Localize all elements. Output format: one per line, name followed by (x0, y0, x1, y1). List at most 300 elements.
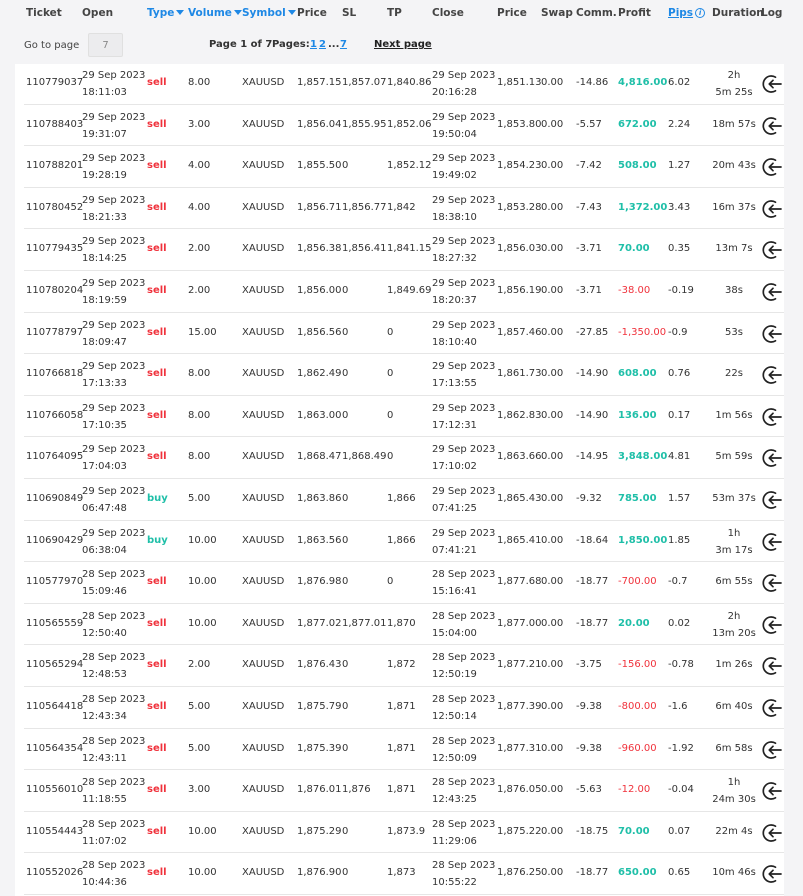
ticket-cell: 110690429 (26, 534, 84, 546)
close-time: 18:38:10 (432, 211, 477, 223)
commission-cell: -18.75 (576, 825, 609, 837)
close-time-cell (432, 275, 495, 309)
open-time-cell (82, 857, 145, 891)
open-date: 28 Sep 2023 (82, 860, 146, 872)
close-date: 29 Sep 2023 (432, 319, 496, 331)
symbol-cell: XAUUSD (242, 867, 285, 879)
swap-cell: 0.00 (541, 617, 564, 629)
log-exit-icon[interactable] (761, 198, 783, 220)
tp-cell: 1,871 (387, 784, 416, 796)
close-date: 29 Sep 2023 (432, 236, 496, 248)
profit-cell: 650.00 (618, 867, 657, 879)
close-time: 15:04:00 (432, 627, 477, 639)
open-time: 11:07:02 (82, 835, 127, 847)
close-time-cell (432, 67, 495, 101)
ticket-cell: 110564418 (26, 701, 84, 712)
open-time-cell (82, 691, 145, 725)
table-row (0, 729, 803, 771)
close-price-cell: 1,853.80 (497, 118, 542, 130)
pips-cell: 0.65 (668, 867, 691, 879)
open-time: 18:21:33 (82, 211, 127, 223)
profit-cell: 1,372.00 (618, 201, 668, 213)
tp-cell: 1,841.15 (387, 243, 432, 255)
sl-cell: 0 (342, 576, 349, 588)
table-row (0, 437, 803, 479)
ticket-cell: 110778797 (26, 326, 84, 338)
table-row (0, 812, 803, 854)
sl-cell: 0 (342, 409, 349, 421)
type-cell: buy (147, 534, 168, 546)
open-time: 18:09:47 (82, 336, 127, 348)
volume-cell: 10.00 (188, 617, 217, 629)
swap-cell: 0.00 (541, 825, 564, 837)
close-date: 29 Sep 2023 (432, 70, 496, 81)
sl-cell: 1,856.41 (342, 243, 387, 255)
close-date: 28 Sep 2023 (432, 735, 496, 747)
ticket-cell: 110780452 (26, 201, 84, 213)
close-price-cell: 1,876.25 (497, 867, 542, 879)
open-time-cell (82, 150, 145, 184)
pips-cell: 4.81 (668, 451, 691, 463)
open-price-cell: 1,876.01 (297, 784, 342, 796)
page-link-2[interactable]: 2 (319, 39, 326, 50)
symbol-cell: XAUUSD (242, 493, 285, 504)
volume-cell: 5.00 (188, 742, 211, 754)
page-info: Page 1 of 7 (209, 39, 273, 50)
sl-cell: 1,856.77 (342, 201, 387, 213)
open-time-cell (82, 441, 145, 475)
sl-cell: 0 (342, 534, 349, 546)
header-type-sort[interactable] (147, 7, 184, 21)
next-page-link[interactable]: Next page (374, 39, 432, 50)
duration-cell (704, 774, 764, 808)
profit-cell: 70.00 (618, 825, 650, 837)
table-row (0, 645, 803, 687)
open-date: 28 Sep 2023 (82, 652, 146, 664)
sl-cell: 0 (342, 368, 349, 380)
duration-minutes: 5m 25s (715, 87, 753, 98)
open-time-cell (82, 774, 145, 808)
pips-cell: 3.43 (668, 201, 691, 213)
close-time-cell (432, 192, 495, 226)
close-date: 29 Sep 2023 (432, 527, 496, 539)
commission-cell: -14.95 (576, 451, 609, 463)
ticket-cell: 110780204 (26, 285, 84, 296)
close-date: 28 Sep 2023 (432, 818, 496, 830)
open-time: 17:04:03 (82, 461, 127, 473)
goto-page-input[interactable] (88, 33, 123, 57)
open-date: 28 Sep 2023 (82, 818, 146, 830)
open-time-cell (82, 275, 145, 309)
pagination-bar (0, 32, 803, 58)
symbol-cell: XAUUSD (242, 77, 285, 88)
symbol-cell: XAUUSD (242, 285, 285, 296)
close-time: 07:41:25 (432, 503, 477, 514)
symbol-cell: XAUUSD (242, 534, 285, 546)
close-time: 18:27:32 (432, 253, 477, 265)
open-date: 29 Sep 2023 (82, 111, 146, 123)
table-row (0, 479, 803, 521)
log-exit-icon[interactable] (761, 739, 783, 761)
duration-hours: 2h (727, 70, 741, 81)
table-row (0, 687, 803, 729)
duration-minutes: 13m 20s (712, 627, 756, 639)
open-time: 11:18:55 (82, 794, 127, 806)
symbol-cell: XAUUSD (242, 701, 285, 712)
page-ellipsis: ... (328, 39, 340, 50)
ticket-cell: 110788403 (26, 118, 84, 130)
duration-cell: 5m 59s (715, 451, 753, 463)
symbol-cell: XAUUSD (242, 368, 285, 380)
open-time: 19:31:07 (82, 128, 127, 140)
type-cell: sell (147, 825, 167, 837)
swap-cell: 0.00 (541, 576, 564, 588)
profit-cell: 136.00 (618, 409, 657, 421)
close-price-cell: 1,876.05 (497, 784, 542, 796)
open-time: 15:09:46 (82, 586, 127, 598)
goto-page-label: Go to page (24, 40, 80, 51)
open-date: 29 Sep 2023 (82, 486, 146, 497)
pips-cell: -1.92 (668, 742, 694, 754)
type-cell: sell (147, 742, 167, 754)
close-price-cell: 1,875.22 (497, 825, 542, 837)
type-cell: sell (147, 701, 167, 712)
duration-minutes: 3m 17s (715, 544, 753, 556)
close-date: 29 Sep 2023 (432, 278, 496, 289)
open-time: 17:10:35 (82, 419, 127, 431)
log-exit-icon[interactable] (761, 115, 783, 137)
close-time-cell (432, 109, 495, 143)
duration-cell: 38s (725, 285, 743, 296)
ticket-cell: 110788201 (26, 160, 84, 172)
swap-cell: 0.00 (541, 409, 564, 421)
swap-cell: 0.00 (541, 160, 564, 172)
profit-cell: 70.00 (618, 243, 650, 255)
sl-cell: 1,855.95 (342, 118, 387, 130)
close-time: 17:13:55 (432, 378, 477, 390)
commission-cell: -3.71 (576, 285, 602, 296)
log-exit-icon[interactable] (761, 364, 783, 386)
type-cell: sell (147, 160, 167, 172)
profit-cell: 608.00 (618, 368, 657, 380)
duration-hours: 2h (727, 610, 741, 622)
open-price-cell: 1,876.43 (297, 659, 342, 671)
log-exit-icon[interactable] (761, 489, 783, 511)
header-commission: Comm. (576, 7, 617, 19)
profit-cell: 4,816.00 (618, 77, 668, 88)
sl-cell: 1,857.07 (342, 77, 387, 88)
duration-cell: 16m 37s (712, 201, 756, 213)
open-price-cell: 1,875.39 (297, 742, 342, 754)
close-price-cell: 1,877.68 (497, 576, 542, 588)
open-time: 10:44:36 (82, 877, 127, 889)
page-link-7[interactable]: 7 (340, 39, 347, 50)
log-exit-icon[interactable] (761, 73, 783, 95)
commission-cell: -5.57 (576, 118, 602, 130)
log-exit-icon[interactable] (761, 447, 783, 469)
tp-cell: 0 (387, 451, 394, 463)
log-exit-icon[interactable] (761, 406, 783, 428)
pips-cell: -0.19 (668, 285, 694, 296)
duration-hours: 1h (727, 527, 741, 539)
open-date: 29 Sep 2023 (82, 361, 146, 373)
close-time: 12:50:09 (432, 752, 477, 764)
ticket-cell: 110577970 (26, 576, 84, 588)
close-price-cell: 1,861.73 (497, 368, 542, 380)
commission-cell: -18.64 (576, 534, 609, 546)
tp-cell: 1,852.06 (387, 118, 432, 130)
volume-cell: 2.00 (188, 285, 211, 296)
open-time-cell (82, 400, 145, 434)
duration-cell: 53s (725, 326, 743, 338)
close-time: 18:10:40 (432, 336, 477, 348)
info-icon[interactable]: i (695, 8, 705, 18)
tp-cell: 1,873 (387, 867, 416, 879)
pips-cell: 1.85 (668, 534, 691, 546)
swap-cell: 0.00 (541, 534, 564, 546)
type-cell: sell (147, 576, 167, 588)
duration-minutes: 24m 30s (712, 794, 756, 806)
volume-cell: 5.00 (188, 493, 211, 504)
type-cell: sell (147, 867, 167, 879)
header-tp: TP (387, 7, 402, 19)
pips-cell: 6.02 (668, 77, 691, 88)
volume-cell: 2.00 (188, 659, 211, 671)
header-open-price: Price (297, 7, 327, 19)
open-time: 18:11:03 (82, 87, 127, 98)
open-time-cell (82, 816, 145, 850)
table-row (0, 354, 803, 396)
duration-hours: 1h (727, 777, 741, 789)
duration-cell: 6m 40s (715, 701, 753, 712)
open-date: 29 Sep 2023 (82, 70, 146, 81)
log-exit-icon[interactable] (761, 614, 783, 636)
open-price-cell: 1,863.86 (297, 493, 342, 504)
symbol-cell: XAUUSD (242, 160, 285, 172)
close-price-cell: 1,856.03 (497, 243, 542, 255)
log-exit-icon[interactable] (761, 655, 783, 677)
symbol-cell: XAUUSD (242, 451, 285, 463)
tp-cell: 1,842 (387, 201, 416, 213)
close-price-cell: 1,865.43 (497, 493, 542, 504)
open-price-cell: 1,863.00 (297, 409, 342, 421)
header-volume-label: Volume (188, 7, 232, 19)
table-row (0, 105, 803, 147)
open-time-cell (82, 733, 145, 767)
duration-cell: 1m 56s (715, 409, 753, 421)
header-pips-label: Pips (668, 7, 694, 19)
ticket-cell: 110552026 (26, 867, 84, 879)
close-date: 28 Sep 2023 (432, 777, 496, 789)
page-link-1[interactable]: 1 (310, 39, 317, 50)
volume-cell: 3.00 (188, 784, 211, 796)
sl-cell: 1,877.01 (342, 617, 387, 629)
duration-cell: 13m 7s (715, 243, 753, 255)
tp-cell: 0 (387, 326, 394, 338)
open-price-cell: 1,868.47 (297, 451, 342, 463)
header-pips-link[interactable] (668, 7, 705, 21)
open-time-cell (82, 608, 145, 642)
header-close-price: Price (497, 7, 527, 19)
type-cell: sell (147, 118, 167, 130)
close-price-cell: 1,862.83 (497, 409, 542, 421)
close-time-cell (432, 400, 495, 434)
profit-cell: 1,850.00 (618, 534, 668, 546)
close-price-cell: 1,854.23 (497, 160, 542, 172)
tp-cell: 1,873.9 (387, 825, 426, 837)
ticket-cell: 110766818 (26, 368, 84, 380)
close-date: 29 Sep 2023 (432, 153, 496, 165)
close-time-cell (432, 233, 495, 267)
volume-cell: 10.00 (188, 867, 217, 879)
open-price-cell: 1,856.00 (297, 285, 342, 296)
open-price-cell: 1,877.02 (297, 617, 342, 629)
profit-cell: -156.00 (618, 659, 657, 671)
duration-cell: 22s (725, 368, 743, 380)
open-date: 29 Sep 2023 (82, 527, 146, 539)
sort-down-icon (288, 10, 296, 15)
close-price-cell: 1,851.13 (497, 77, 542, 88)
open-time-cell (82, 483, 145, 517)
swap-cell: 0.00 (541, 659, 564, 671)
log-exit-icon[interactable] (761, 531, 783, 553)
close-time: 12:50:19 (432, 669, 477, 681)
pips-cell: 0.02 (668, 617, 691, 629)
sort-down-icon (234, 10, 242, 15)
log-exit-icon[interactable] (761, 863, 783, 885)
tp-cell: 1,872 (387, 659, 416, 671)
log-exit-icon[interactable] (761, 822, 783, 844)
close-time: 17:10:02 (432, 461, 477, 473)
tp-cell: 1,852.12 (387, 160, 432, 172)
close-price-cell: 1,877.31 (497, 742, 542, 754)
table-row (0, 770, 803, 812)
close-time: 07:41:21 (432, 544, 477, 556)
header-type-label: Type (147, 7, 175, 19)
duration-cell (704, 67, 764, 101)
open-date: 28 Sep 2023 (82, 735, 146, 747)
volume-cell: 4.00 (188, 160, 211, 172)
close-time: 18:20:37 (432, 295, 477, 306)
sl-cell: 0 (342, 825, 349, 837)
log-exit-icon[interactable] (761, 780, 783, 802)
volume-cell: 4.00 (188, 201, 211, 213)
swap-cell: 0.00 (541, 742, 564, 754)
ticket-cell: 110564354 (26, 742, 84, 754)
swap-cell: 0.00 (541, 368, 564, 380)
ticket-cell: 110690849 (26, 493, 84, 504)
volume-cell: 10.00 (188, 576, 217, 588)
open-time: 12:43:34 (82, 711, 127, 722)
swap-cell: 0.00 (541, 243, 564, 255)
log-exit-icon[interactable] (761, 697, 783, 719)
open-date: 29 Sep 2023 (82, 402, 146, 414)
profit-cell: 508.00 (618, 160, 657, 172)
open-time: 12:48:53 (82, 669, 127, 681)
log-exit-icon[interactable] (761, 239, 783, 261)
close-time: 10:55:22 (432, 877, 477, 889)
close-date: 29 Sep 2023 (432, 402, 496, 414)
swap-cell: 0.00 (541, 285, 564, 296)
open-time: 18:19:59 (82, 295, 127, 306)
close-time: 19:50:04 (432, 128, 477, 140)
symbol-cell: XAUUSD (242, 326, 285, 338)
open-price-cell: 1,856.04 (297, 118, 342, 130)
duration-cell: 18m 57s (712, 118, 756, 130)
profit-cell: -1,350.00 (618, 326, 667, 338)
open-date: 29 Sep 2023 (82, 319, 146, 331)
open-date: 29 Sep 2023 (82, 236, 146, 248)
open-time-cell (82, 67, 145, 101)
volume-cell: 8.00 (188, 451, 211, 463)
type-cell: sell (147, 326, 167, 338)
swap-cell: 0.00 (541, 201, 564, 213)
commission-cell: -3.75 (576, 659, 602, 671)
pips-cell: -0.04 (668, 784, 694, 796)
commission-cell: -14.90 (576, 368, 609, 380)
volume-cell: 10.00 (188, 534, 217, 546)
commission-cell: -3.71 (576, 243, 602, 255)
open-time-cell (82, 109, 145, 143)
open-price-cell: 1,862.49 (297, 368, 342, 380)
type-cell: sell (147, 409, 167, 421)
ticket-cell: 110565294 (26, 659, 84, 671)
sort-down-icon (176, 10, 184, 15)
close-price-cell: 1,857.46 (497, 326, 542, 338)
header-close: Close (432, 7, 464, 19)
header-volume-sort[interactable] (188, 7, 242, 21)
sl-cell: 0 (342, 285, 349, 296)
open-price-cell: 1,863.56 (297, 534, 342, 546)
profit-cell: -800.00 (618, 701, 657, 712)
pips-cell: 2.24 (668, 118, 691, 130)
volume-cell: 3.00 (188, 118, 211, 130)
profit-cell: -12.00 (618, 784, 651, 796)
open-time: 06:47:48 (82, 503, 127, 514)
close-time-cell (432, 857, 495, 891)
symbol-cell: XAUUSD (242, 825, 285, 837)
open-time: 06:38:04 (82, 544, 127, 556)
close-time: 12:50:14 (432, 711, 477, 722)
open-date: 28 Sep 2023 (82, 777, 146, 789)
close-time: 12:43:25 (432, 794, 477, 806)
log-exit-icon[interactable] (761, 572, 783, 594)
commission-cell: -27.85 (576, 326, 609, 338)
sl-cell: 0 (342, 867, 349, 879)
swap-cell: 0.00 (541, 451, 564, 463)
duration-cell: 20m 43s (712, 160, 756, 172)
log-exit-icon[interactable] (761, 323, 783, 345)
open-time-cell (82, 233, 145, 267)
tp-cell: 1,866 (387, 534, 416, 546)
close-time-cell (432, 525, 495, 559)
swap-cell: 0.00 (541, 326, 564, 338)
pips-cell: 0.35 (668, 243, 691, 255)
header-symbol-sort[interactable] (242, 7, 296, 21)
tp-cell: 0 (387, 409, 394, 421)
table-row (0, 271, 803, 313)
profit-cell: 785.00 (618, 493, 657, 504)
profit-cell: -38.00 (618, 285, 651, 296)
log-exit-icon[interactable] (761, 281, 783, 303)
log-exit-icon[interactable] (761, 156, 783, 178)
close-time-cell (432, 733, 495, 767)
volume-cell: 8.00 (188, 409, 211, 421)
open-price-cell: 1,856.56 (297, 326, 342, 338)
open-time-cell (82, 649, 145, 683)
close-time-cell (432, 774, 495, 808)
tp-cell: 1,871 (387, 742, 416, 754)
